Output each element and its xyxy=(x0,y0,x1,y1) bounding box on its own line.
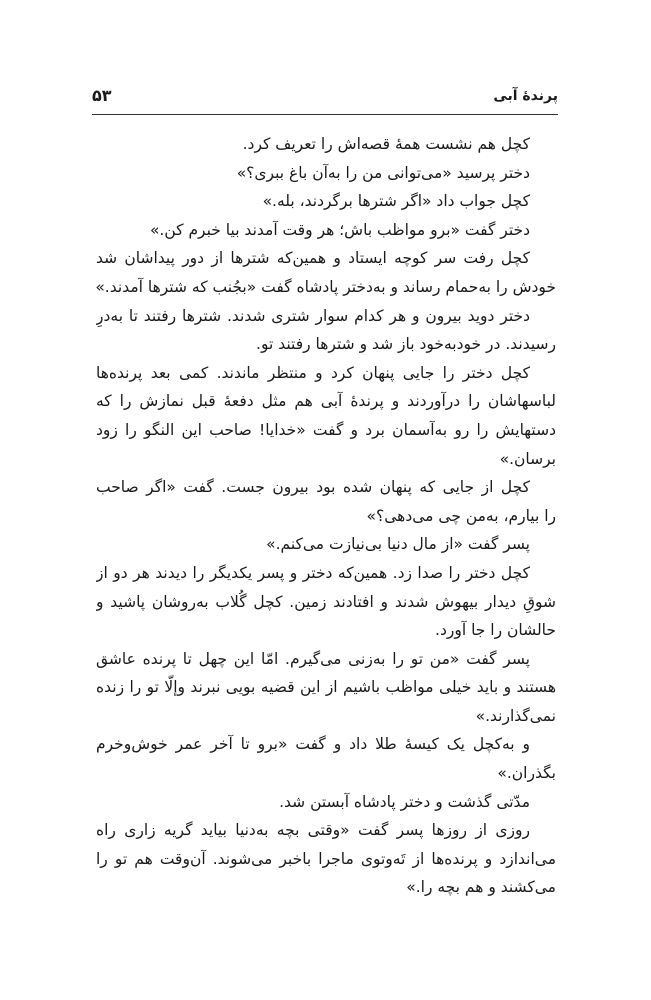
text-line: کچل جواب داد «اگر شترها برگردند، بله.» xyxy=(262,192,530,211)
text-line: هستند و باید خیلی مواظب باشیم از این قضیه بویی نبرند وإلّا تو را زنده xyxy=(96,678,556,697)
text-line: برسان.» xyxy=(499,449,556,468)
paragraph xyxy=(96,359,556,473)
text-line: بگذران.» xyxy=(497,764,556,783)
paragraph xyxy=(96,645,556,731)
text-line: دختر گفت «برو مواظب باش؛ هر وقت آمدند بیا خبرم کن.» xyxy=(149,220,530,239)
text-line: کچل دختر را جایی پنهان کرد و منتظر ماندند. کمی بعد پرنده‌ها xyxy=(96,363,530,382)
paragraph xyxy=(96,816,556,902)
text-line: کچل دختر را صدا زد. همین‌که دختر و پسر یکدیگر را دیدند هر دو از xyxy=(96,563,530,582)
text-line: را بیارم، به‌من چی می‌دهی؟» xyxy=(366,506,556,525)
text-line: پسر گفت «از مال دنیا بی‌نیازت می‌کنم.» xyxy=(266,535,530,554)
text-line: کچل رفت سر کوچه ایستاد و همین‌که شترها از دور پیداشان شد xyxy=(96,249,530,268)
text-line: می‌اندازد و پرنده‌ها از تَه‌وتوی ماجرا باخبر می‌شوند. آن‌وقت هم تو را xyxy=(96,849,556,868)
paragraph xyxy=(96,730,556,787)
text-line: پسر گفت «من تو را به‌زنی می‌گیرم. امّا این چهل تا پرنده عاشق xyxy=(96,649,530,668)
text-line: لباسهاشان را درآوردند و پرندهٔ آبی هم مثل دفعهٔ قبل نمازش را که xyxy=(96,392,556,411)
paragraph xyxy=(96,302,556,359)
text-line: کچل از جایی که پنهان شده بود بیرون جست. گفت «اگر صاحب xyxy=(96,478,530,497)
text-line: نمی‌گذارند.» xyxy=(475,706,556,725)
text-line: دختر دوید بیرون و هر کدام سوار شتری شدند. شترها رفتند تا به‌درِ xyxy=(96,306,530,325)
text-line: مدّتی گذشت و دختر پادشاه آبستن شد. xyxy=(279,792,530,811)
paragraph xyxy=(96,187,556,216)
paragraph xyxy=(96,473,556,530)
paragraph xyxy=(96,130,556,159)
text-line: و به‌کچل یک کیسهٔ طلا داد و گفت «برو تا آخر عمر خوش‌وخرم xyxy=(96,735,530,754)
page-number: ۵۳ xyxy=(92,86,112,105)
text-line: کچل هم نشست همهٔ قصه‌اش را تعریف کرد. xyxy=(242,135,530,153)
paragraph xyxy=(96,159,556,188)
text-line: دستهایش را رو به‌آسمان برد و گفت «خدایا! صاحب این النگو را زود xyxy=(96,420,556,439)
paragraph xyxy=(96,244,556,301)
text-line: دختر پرسید «می‌توانی من را به‌آن باغ ببری؟» xyxy=(236,163,530,182)
text-line: رسیدند. در خودبه‌خود باز شد و شترها رفتند تو. xyxy=(256,335,556,354)
text-line: خودش را به‌حمام رساند و به‌دختر پادشاه گفت «بجُنب که شترها آمدند.» xyxy=(95,277,556,296)
text-line: می‌کشند و هم بچه را.» xyxy=(406,878,556,897)
text-line: روزی از روزها پسر گفت «وقتی بچه به‌دنیا بیاید گریه زاری راه xyxy=(96,821,530,840)
paragraph xyxy=(96,788,556,817)
body-text xyxy=(96,130,556,902)
paragraph xyxy=(96,216,556,245)
running-title: پرندهٔ آبی xyxy=(493,88,558,104)
text-line: حالشان را جا آورد. xyxy=(435,621,556,640)
text-line: شوقِ دیدار بیهوش شدند و افتادند زمین. کچل گُلاب به‌روشان پاشید و xyxy=(96,592,556,611)
paragraph xyxy=(96,559,556,645)
paragraph xyxy=(96,530,556,559)
page-header xyxy=(92,86,558,115)
